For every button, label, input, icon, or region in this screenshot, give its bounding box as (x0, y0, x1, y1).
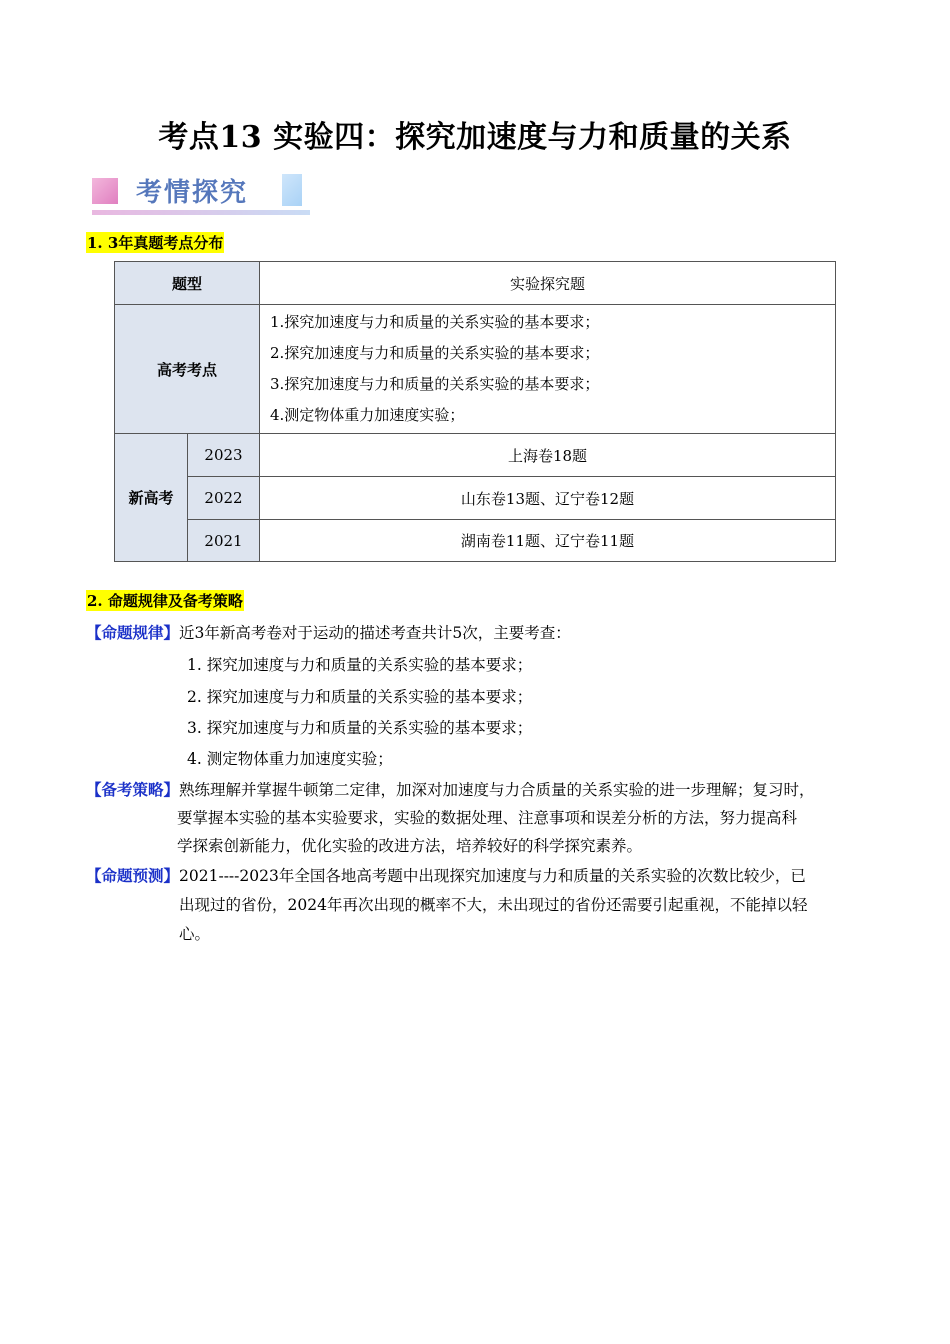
prediction-line: 2021----2023年全国各地高考题中出现探究加速度与力和质量的关系实验的次数比较少，已 (179, 867, 806, 885)
rules-paragraph (86, 621, 571, 643)
rules-item: 2. 探究加速度与力和质量的关系实验的基本要求； (187, 688, 533, 706)
table-row-year (115, 477, 836, 520)
header-cell-question-type: 实验探究题 (260, 262, 836, 305)
gaokao-points-cell (260, 305, 836, 434)
year-cell: 2021 (188, 520, 260, 562)
rules-item: 3. 探究加速度与力和质量的关系实验的基本要求； (187, 719, 533, 737)
strategy-line: 学探索创新能力，优化实验的改进方法，培养较好的科学探究素养。 (177, 837, 643, 855)
rules-tag: 【命题规律】 (86, 623, 180, 642)
gaokao-point: 1.探究加速度与力和质量的关系实验的基本要求； (270, 313, 600, 331)
papers-cell: 山东卷13题、辽宁卷12题 (260, 477, 836, 520)
papers-cell: 湖南卷11题、辽宁卷11题 (260, 520, 836, 562)
banner-underline (92, 210, 310, 215)
gaokao-point: 4.测定物体重力加速度实验； (270, 406, 465, 424)
papers-cell: 上海卷18题 (260, 434, 836, 477)
gaokao-label-cell: 高考考点 (115, 305, 260, 434)
table-row-gaokao (115, 305, 836, 434)
section-banner (92, 172, 312, 216)
gaokao-point: 3.探究加速度与力和质量的关系实验的基本要求； (270, 375, 600, 393)
rules-intro: 近3年新高考卷对于运动的描述考查共计5次，主要考查： (179, 624, 571, 642)
gaokao-point: 2.探究加速度与力和质量的关系实验的基本要求； (270, 344, 600, 362)
prediction-tag: 【命题预测】 (86, 866, 180, 885)
strategy-line: 熟练理解并掌握牛顿第二定律，加深对加速度与力合质量的关系实验的进一步理解；复习时， (179, 781, 815, 799)
rules-item: 1. 探究加速度与力和质量的关系实验的基本要求； (187, 656, 533, 674)
rules-item: 4. 测定物体重力加速度实验； (187, 750, 393, 768)
section-heading-distribution: 1. 3年真题考点分布 (87, 234, 224, 252)
table-row-year (115, 434, 836, 477)
table-header-row (115, 262, 836, 305)
xin-gaokao-label-cell: 新高考 (115, 434, 188, 562)
year-cell: 2022 (188, 477, 260, 520)
prediction-paragraph (86, 864, 806, 886)
strategy-paragraph (86, 778, 815, 800)
banner-decoration-right (282, 174, 302, 206)
year-cell: 2023 (188, 434, 260, 477)
prediction-line: 出现过的省份，2024年再次出现的概率不大，未出现过的省份还需要引起重视，不能掉以轻 (179, 896, 808, 914)
strategy-line: 要掌握本实验的基本实验要求，实验的数据处理、注意事项和误差分析的方法，努力提高科 (177, 809, 798, 827)
exam-distribution-table (114, 261, 836, 562)
table-row-year (115, 520, 836, 562)
header-cell-type: 题型 (115, 262, 260, 305)
banner-title: 考情探究 (136, 178, 249, 208)
strategy-tag: 【备考策略】 (86, 780, 180, 799)
banner-decoration-left (92, 178, 118, 204)
section-heading-strategy: 2. 命题规律及备考策略 (87, 592, 243, 610)
page-title: 考点13 实验四：探究加速度与力和质量的关系 (158, 120, 792, 155)
prediction-line: 心。 (179, 925, 211, 943)
